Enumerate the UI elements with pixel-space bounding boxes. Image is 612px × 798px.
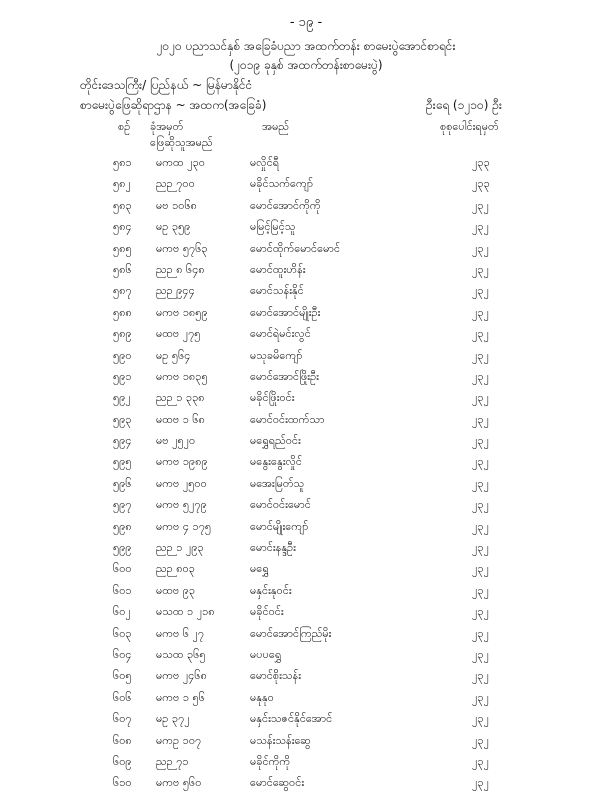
name-cell: မပပရွှေ [250,647,282,661]
name-cell: မောင်ဝင်းမောင် [250,498,311,512]
column-header-roll-sub: ဖြေဆိုသူအမည် [150,136,213,149]
name-cell: မောင်အောင်ဖြိုးဦး [250,369,319,383]
name-cell: မောင်ဝင်းထက်သာ [250,412,325,426]
roll-number-cell: မကဗ ၄ ၁၇၅ [156,519,212,533]
table-row [0,520,612,541]
table-row [0,584,612,605]
roll-number-cell: မကဗ ၅၇၆၃ [156,241,208,255]
table-row [0,734,612,755]
serial-cell: ၆၀၅ [113,669,132,683]
marks-cell: ၂၃၂ [472,605,489,619]
marks-cell: ၂၃၂ [472,262,489,276]
column-header-marks: စုစုပေါင်းရမှတ် [440,120,499,133]
table-row [0,477,612,498]
name-cell: မောင်ထိုက်မောင်မောင် [250,241,341,255]
serial-cell: ၅၉၄ [113,434,132,448]
name-cell: မခိုင်ဝင်း [250,605,284,619]
column-header-roll: ခုံအမှတ် [150,120,184,133]
marks-cell: ၂၃၂ [472,583,489,597]
table-row [0,327,612,348]
serial-cell: ၆၀၂ [113,605,131,619]
name-cell: မခိုင်သက်ကျော် [250,177,313,191]
roll-number-cell: ညဉ ၇၀၀ [156,177,195,191]
roll-number-cell: ညဉ ၇၁ [156,754,189,768]
table-row [0,755,612,776]
serial-cell: ၅၉၁ [113,369,132,383]
roll-number-cell: မထဗ ၉၃ [156,583,196,597]
roll-number-cell: မဥ ၃၅၉ [156,220,191,234]
table-row [0,370,612,391]
marks-cell: ၂၃၂ [472,391,489,405]
roll-number-cell: ညဉ ၈၀၃ [156,562,195,576]
name-cell: မသုခမိကျော် [250,348,303,362]
marks-cell: ၂၃၂ [472,754,489,768]
serial-cell: ၅၉၃ [113,412,132,426]
marks-cell: ၂၃၂ [472,348,489,362]
roll-number-cell: မဗ ၂၅၂၀ [156,434,196,448]
name-cell: မရွှေရည်ဝင်း [250,434,301,448]
marks-cell: ၂၃၂ [472,519,489,533]
serial-cell: ၅၈၅ [113,241,132,255]
marks-cell: ၂၃၂ [472,284,489,298]
document-subtitle: (၂၀၁၉ ခုနှစ် အထက်တန်းစာမေးပွဲ) [229,58,383,72]
table-row [0,156,612,177]
serial-cell: ၅၈၉ [113,327,132,341]
marks-cell: ၂၃၃ [472,177,490,191]
roll-number-cell: မကထ ၂၃၀ [156,156,205,169]
name-cell: မမြင့်မြင့်သူ [250,220,296,234]
serial-cell: ၅၈၂ [113,177,131,191]
exam-center-label: စာမေးပွဲဖြေဆိုရာဌာန ~ အထက(အခြေခံ) [80,98,267,112]
roll-number-cell: မကဗ ၅၆၀ [156,776,202,790]
roll-number-cell: မသထ ၁ ၂၁၈ [156,605,215,619]
table-row [0,455,612,476]
serial-cell: ၆၀၁ [113,583,132,597]
name-cell: မနုနုဝ [250,690,274,704]
name-cell: မောင်သန်းနိုင် [250,284,304,298]
serial-cell: ၆၀၆ [113,690,132,704]
table-row [0,284,612,305]
serial-cell: ၅၉၉ [113,541,132,555]
name-cell: မသန်းသန်းဆွေ [250,733,311,747]
name-cell: မနှင်းသဇင်နိုင်အောင် [250,712,333,726]
roll-number-cell: မကဗ ၁၈၃၅ [156,369,208,383]
serial-cell: ၅၈၃ [113,198,132,212]
name-cell: မရွှေ [250,562,269,576]
marks-cell: ၂၃၂ [472,434,489,448]
name-cell: မခိုင်ကိုကို [250,754,291,768]
table-row [0,413,612,434]
serial-cell: ၆၀၈ [113,733,132,747]
roll-number-cell: မကဗ ၂၅၀၀ [156,476,207,490]
marks-cell: ၂၃၂ [472,541,489,555]
name-cell: မအေးမြတ်သူ [250,476,305,490]
roll-number-cell: ညဉ ၉၄၄ [156,284,195,298]
name-cell: မခိုင်ဖြိုးဝင်း [250,391,295,405]
marks-cell: ၂၃၂ [472,198,489,212]
table-row [0,177,612,198]
table-row [0,776,612,797]
roll-number-cell: မကဗ ၁၈၅၉ [156,305,208,319]
table-row [0,220,612,241]
marks-cell: ၂၃၂ [472,476,489,490]
name-cell: မနွေးနွေးလှိုင် [250,455,303,469]
serial-cell: ၅၉၆ [113,476,132,490]
serial-cell: ၆၀၄ [113,647,132,661]
name-cell: မောင်ထူးဟိန်း [250,262,306,276]
name-cell: မောင်အောင်မျိုးဦး [250,305,321,319]
total-count: ဦးရေ (၁၂၁၀) ဦး [426,98,502,112]
name-cell: မောင်စိုးသန်း [250,669,301,683]
table-row [0,199,612,220]
roll-number-cell: ညဉ ၁ ၂၉၃ [156,541,204,555]
table-row [0,562,612,583]
name-cell: မောင်ဆွေဝင်း [250,776,305,790]
table-row [0,349,612,370]
roll-number-cell: မထဗ ၁ ၆၈ [156,412,205,426]
marks-cell: ၂၃၂ [472,626,489,640]
serial-cell: ၆၀၃ [113,626,132,640]
serial-cell: ၆၀၉ [113,754,132,768]
results-table [0,156,612,798]
marks-cell: ၂၃၂ [472,369,489,383]
table-row [0,627,612,648]
roll-number-cell: မထဗ ၂၇၅ [156,327,201,341]
marks-cell: ၂၃၃ [472,156,490,169]
marks-cell: ၂၃၂ [472,712,489,726]
marks-cell: ၂၃၂ [472,562,489,576]
roll-number-cell: မကဥ ၁၀၇ [156,733,202,747]
name-cell: မောင်းနန္ဒဦး [250,541,296,555]
roll-number-cell: ညဉ ၁ ၃၃၈ [156,391,205,405]
name-cell: မောင်အောင်ကိုကို [250,198,321,212]
table-row [0,712,612,733]
serial-cell: ၆၁၀ [113,776,132,790]
marks-cell: ၂၃၂ [472,733,489,747]
table-row [0,434,612,455]
column-header-name: အမည် [262,120,290,133]
roll-number-cell: မဥ ၅၆၄ [156,348,191,362]
roll-number-cell: မသထ ၃၆၅ [156,647,206,661]
name-cell: မောင်ရဲမင်းလွင် [250,327,311,341]
serial-cell: ၅၈၇ [113,284,132,298]
name-cell: မောင်မျိုးကျော် [250,519,309,533]
roll-number-cell: မကဗ ၁ ၅၆ [156,690,205,704]
page-number: - ၁၉ - [289,15,323,30]
roll-number-cell: မကဗ ၂၄၆၈ [156,669,207,683]
roll-number-cell: မဗ ၁၀၆၈ [156,198,197,212]
marks-cell: ၂၃၂ [472,327,489,341]
region-label: တိုင်းဒေသကြီး/ ပြည်နယ် ~ မြန်မာနိုင်ငံ [80,78,253,92]
serial-cell: ၅၉၀ [113,348,132,362]
table-row [0,541,612,562]
serial-cell: ၅၈၁ [113,156,132,169]
marks-cell: ၂၃၂ [472,690,489,704]
table-row [0,691,612,712]
table-row [0,391,612,412]
serial-cell: ၅၈၈ [113,305,132,319]
roll-number-cell: မဥ ၃၇၂ [156,712,190,726]
roll-number-cell: မကဗ ၁၉၈၉ [156,455,208,469]
marks-cell: ၂၃၂ [472,498,489,512]
marks-cell: ၂၃၂ [472,455,489,469]
table-row [0,498,612,519]
serial-cell: ၅၉၂ [113,391,131,405]
name-cell: မနှင်းနုဝင်း [250,583,292,597]
document-title: ၂၀၂၀ ပညာသင်နှစ် အခြေခံပညာ အထက်တန်း စာမေးပွဲအောင်စာရင်း [156,39,456,53]
table-row [0,648,612,669]
table-row [0,242,612,263]
name-cell: မောင်အောင်ကြည်မိုး [250,626,332,640]
table-row [0,306,612,327]
serial-cell: ၅၈၄ [113,220,132,234]
serial-cell: ၅၉၅ [113,455,132,469]
marks-cell: ၂၃၂ [472,305,489,319]
serial-cell: ၆၀၀ [113,562,132,576]
table-row [0,605,612,626]
roll-number-cell: မကဗ ၆ ၂၇ [156,626,205,640]
marks-cell: ၂၃၂ [472,669,489,683]
serial-cell: ၅၉၈ [113,519,132,533]
marks-cell: ၂၃၂ [472,220,489,234]
marks-cell: ၂၃၂ [472,241,489,255]
roll-number-cell: ညဉ ၈ ၆၄၈ [156,262,205,276]
serial-cell: ၅၉၇ [113,498,132,512]
roll-number-cell: မကဗ ၅၂၇၉ [156,498,207,512]
marks-cell: ၂၃၂ [472,412,489,426]
name-cell: မလှိုင်ရီ [250,156,280,169]
marks-cell: ၂၃၂ [472,647,489,661]
serial-cell: ၅၈၆ [113,262,132,276]
table-row [0,669,612,690]
serial-cell: ၆၀၇ [113,712,132,726]
table-row [0,263,612,284]
marks-cell: ၂၃၂ [472,776,489,790]
column-header-serial: စဉ် [118,120,131,133]
